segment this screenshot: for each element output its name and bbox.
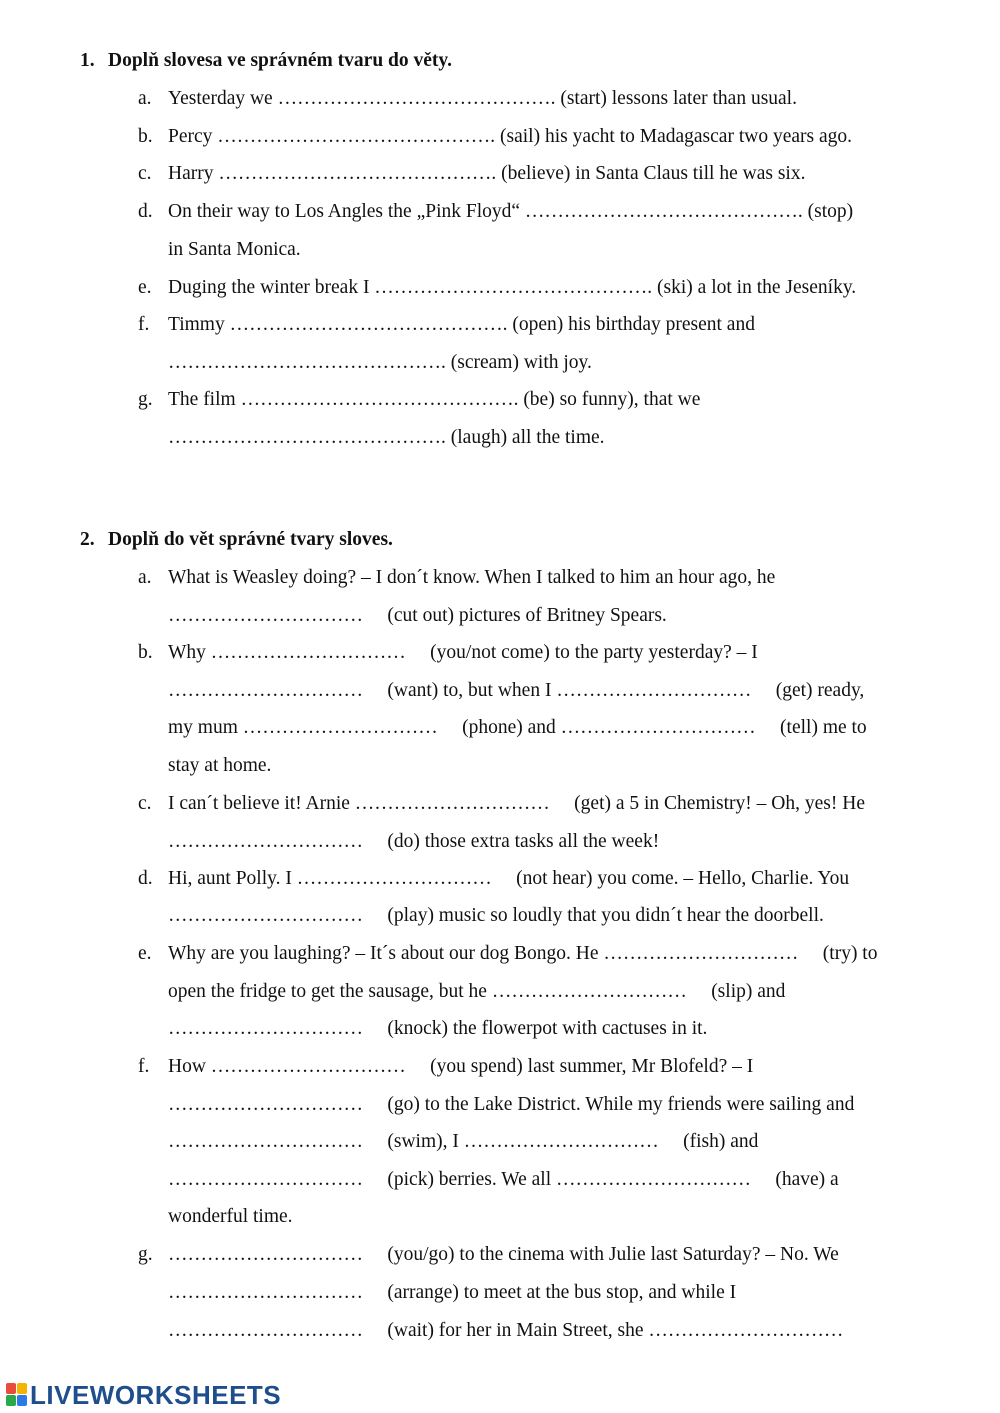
ex2-item-f-line-4: ………………………… (pick) berries. We all ………………………… (have) a (168, 1169, 839, 1190)
ex1-item-d-letter: d. (138, 201, 153, 222)
exercise-2-title: Doplň do vět správné tvary sloves. (108, 529, 393, 550)
exercise-1-number: 1. (80, 50, 95, 71)
ex2-item-a-line-2: ………………………… (cut out) pictures of Britney Spears. (168, 605, 667, 626)
ex1-item-d-line-1: On their way to Los Angles the „Pink Floyd“ ……………………………………. (stop) (168, 201, 854, 222)
ex2-item-c-line-2: ………………………… (do) those extra tasks all the week! (168, 831, 660, 852)
ex2-item-d-line-2: ………………………… (play) music so loudly that you didn´t hear the doorbell. (168, 905, 824, 926)
ex2-item-g-line-1: ………………………… (you/go) to the cinema with Julie last Saturday? – No. We (168, 1244, 839, 1265)
liveworksheets-logo-icon (6, 1383, 28, 1407)
ex1-item-f-letter: f. (138, 314, 150, 335)
ex2-item-d-letter: d. (138, 868, 153, 889)
ex1-item-a-line: Yesterday we ……………………………………. (start) lessons later than usual. (168, 88, 797, 109)
ex2-item-d-line-1: Hi, aunt Polly. I ………………………… (not hear) you come. – Hello, Charlie. You (168, 868, 850, 889)
ex2-item-c-letter: c. (138, 793, 152, 814)
ex1-item-c-letter: c. (138, 163, 152, 184)
exercise-1-heading (80, 50, 452, 72)
logo-text: LIVEWORKSHEETS (30, 1379, 282, 1410)
ex2-item-b-letter: b. (138, 642, 153, 663)
ex1-item-a-letter: a. (138, 88, 152, 109)
ex2-item-g-line-3: ………………………… (wait) for her in Main Street, she ………………………… (168, 1320, 844, 1341)
ex2-item-f-line-2: ………………………… (go) to the Lake District. While my friends were sailing and (168, 1094, 855, 1115)
ex2-item-f-letter: f. (138, 1056, 150, 1077)
ex1-item-f-line-2: ……………………………………. (scream) with joy. (168, 352, 592, 373)
ex2-item-g-letter: g. (138, 1244, 153, 1265)
ex1-item-e-letter: e. (138, 277, 152, 298)
ex2-item-a-line-1: What is Weasley doing? – I don´t know. When I talked to him an hour ago, he (168, 567, 776, 588)
ex1-item-d-line-2: in Santa Monica. (168, 239, 301, 260)
ex2-item-e-line-2: open the fridge to get the sausage, but he ………………………… (slip) and (168, 981, 786, 1002)
ex2-item-b-line-4: stay at home. (168, 755, 272, 776)
ex2-item-f-line-1: How ………………………… (you spend) last summer, Mr Blofeld? – I (168, 1056, 754, 1077)
ex2-item-e-line-3: ………………………… (knock) the flowerpot with cactuses in it. (168, 1018, 708, 1039)
ex1-item-g-line-2: ……………………………………. (laugh) all the time. (168, 427, 605, 448)
ex2-item-e-letter: e. (138, 943, 152, 964)
ex2-item-g-line-2: ………………………… (arrange) to meet at the bus stop, and while I (168, 1282, 737, 1303)
ex1-item-b-letter: b. (138, 126, 153, 147)
ex1-item-b-line: Percy ……………………………………. (sail) his yacht to Madagascar two years ago. (168, 126, 852, 147)
ex2-item-f-line-3: ………………………… (swim), I ………………………… (fish) and (168, 1131, 759, 1152)
liveworksheets-logo (6, 1380, 281, 1410)
ex1-item-g-letter: g. (138, 389, 153, 410)
ex2-item-e-line-1: Why are you laughing? – It´s about our dog Bongo. He ………………………… (try) to (168, 943, 878, 964)
exercise-2-heading (80, 529, 393, 551)
ex2-item-f-line-5: wonderful time. (168, 1206, 293, 1227)
ex1-item-g-line-1: The film ……………………………………. (be) so funny), that we (168, 389, 701, 410)
exercise-1-title: Doplň slovesa ve správném tvaru do věty. (108, 50, 452, 71)
ex2-item-b-line-2: ………………………… (want) to, but when I ………………………… (get) ready, (168, 680, 865, 701)
ex2-item-c-line-1: I can´t believe it! Arnie ………………………… (get) a 5 in Chemistry! – Oh, yes! He (168, 793, 865, 814)
ex1-item-e-line: Duging the winter break I ……………………………………. (ski) a lot in the Jeseníky. (168, 277, 857, 298)
ex2-item-b-line-3: my mum ………………………… (phone) and ………………………… (tell) me to (168, 717, 867, 738)
ex1-item-c-line: Harry ……………………………………. (believe) in Santa Claus till he was six. (168, 163, 806, 184)
exercise-2-number: 2. (80, 529, 95, 550)
ex1-item-f-line-1: Timmy ……………………………………. (open) his birthday present and (168, 314, 755, 335)
ex2-item-b-line-1: Why ………………………… (you/not come) to the party yesterday? – I (168, 642, 758, 663)
ex2-item-a-letter: a. (138, 567, 152, 588)
